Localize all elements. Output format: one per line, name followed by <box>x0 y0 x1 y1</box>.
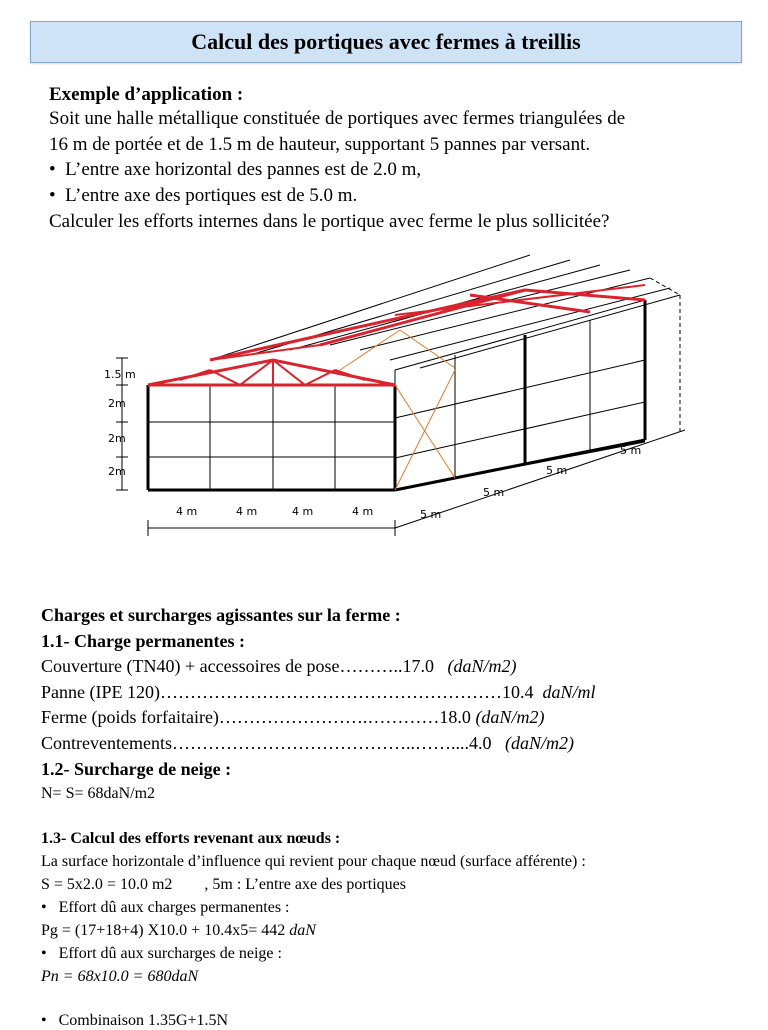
perm-bullet: Effort dû aux charges permanentes : <box>58 899 290 916</box>
charge-row-3 <box>41 707 544 728</box>
snow-formula: Pn = 68x10.0 = 680 <box>41 968 172 985</box>
charge-row-2 <box>41 682 596 703</box>
charge-row-label: Contreventements…………………………………..……....4.0 <box>41 733 492 753</box>
snow-heading: 1.2- Surcharge de neige : <box>41 759 232 779</box>
bracing <box>340 330 455 490</box>
bullet-text-1: L’entre axe horizontal des pannes est de 2.0 m, <box>65 159 422 180</box>
snow-formula-row <box>41 968 198 986</box>
bullet-icon: • <box>41 899 47 916</box>
bullet-icon: • <box>41 945 47 962</box>
bay-label-3: 5 m <box>546 464 568 477</box>
intro-line-2: 16 m de portée et de 1.5 m de hauteur, supportant 5 pannes par versant. <box>49 134 591 155</box>
bay-label-4: 5 m <box>620 444 642 457</box>
bay-label-2: 5 m <box>483 486 505 499</box>
combo-bullet: Combinaison 1.35G+1.5N <box>58 1012 229 1029</box>
perm-formula: Pg = (17+18+4) X10.0 + 10.4x5= 442 <box>41 922 286 939</box>
bullet-icon: • <box>49 159 56 180</box>
charge-row-4 <box>41 733 574 754</box>
intro-line-1: Soit une halle métallique constituée de portiques avec fermes triangulées de <box>49 108 626 129</box>
bullet-text-2: L’entre axe des portiques est de 5.0 m. <box>65 185 358 206</box>
surface-note: , 5m : L’entre axe des portiques <box>204 876 406 893</box>
question-text: Calculer les efforts internes dans le portique avec ferme le plus sollicitée? <box>49 211 610 232</box>
charge-row-unit: (daN/m2) <box>475 707 545 727</box>
charge-row-unit: (daN/m2) <box>504 733 574 753</box>
height-label-1: 1.5 m <box>104 368 136 381</box>
span-label-2: 4 m <box>236 505 258 518</box>
span-label-3: 4 m <box>292 505 314 518</box>
height-label-3: 2m <box>108 432 126 445</box>
bullet-icon: • <box>41 1012 47 1029</box>
charge-row-label: Panne (IPE 120)…………………………………………………10.4 <box>41 682 534 702</box>
surface-formula-row <box>41 876 406 894</box>
title-banner <box>30 21 742 63</box>
bullet-icon: • <box>49 185 56 206</box>
perm-formula-row <box>41 922 316 940</box>
charge-row-1 <box>41 656 517 677</box>
charge-row-label: Couverture (TN40) + accessoires de pose………..17.0 <box>41 656 435 676</box>
height-label-4: 2m <box>108 465 126 478</box>
span-label-4: 4 m <box>352 505 374 518</box>
surface-formula: S = 5x2.0 = 10.0 m2 <box>41 876 173 893</box>
perm-bullet-row <box>41 899 290 917</box>
hall-diagram <box>90 250 700 540</box>
bay-label-1: 5 m <box>420 508 442 521</box>
snow-value: N= S= 68daN/m2 <box>41 785 156 802</box>
page-title: Calcul des portiques avec fermes à treillis <box>191 29 581 54</box>
charge-row-unit: daN/ml <box>542 682 596 702</box>
surface-line: La surface horizontale d’influence qui revient pour chaque nœud (surface afférente) : <box>41 853 586 870</box>
span-dimension <box>148 520 395 536</box>
height-label-2: 2m <box>108 397 126 410</box>
snow-bullet-row <box>41 945 282 963</box>
example-heading: Exemple d’application : <box>49 84 244 105</box>
charge-row-label: Ferme (poids forfaitaire)…………………….…………18.0 <box>41 707 471 727</box>
nodes-heading: 1.3- Calcul des efforts revenant aux nœuds : <box>41 830 341 847</box>
perm-unit: daN <box>289 922 316 939</box>
snow-unit: daN <box>171 968 199 985</box>
perm-heading: 1.1- Charge permanentes : <box>41 631 245 651</box>
span-label-1: 4 m <box>176 505 198 518</box>
bullet-item-1 <box>49 159 421 181</box>
combo-bullet-row <box>41 1012 228 1030</box>
snow-bullet: Effort dû aux surcharges de neige : <box>58 945 282 962</box>
bullet-item-2 <box>49 185 357 207</box>
end-dashes <box>650 278 680 435</box>
charges-heading: Charges et surcharges agissantes sur la ferme : <box>41 605 401 625</box>
charge-row-unit: (daN/m2) <box>447 656 517 676</box>
